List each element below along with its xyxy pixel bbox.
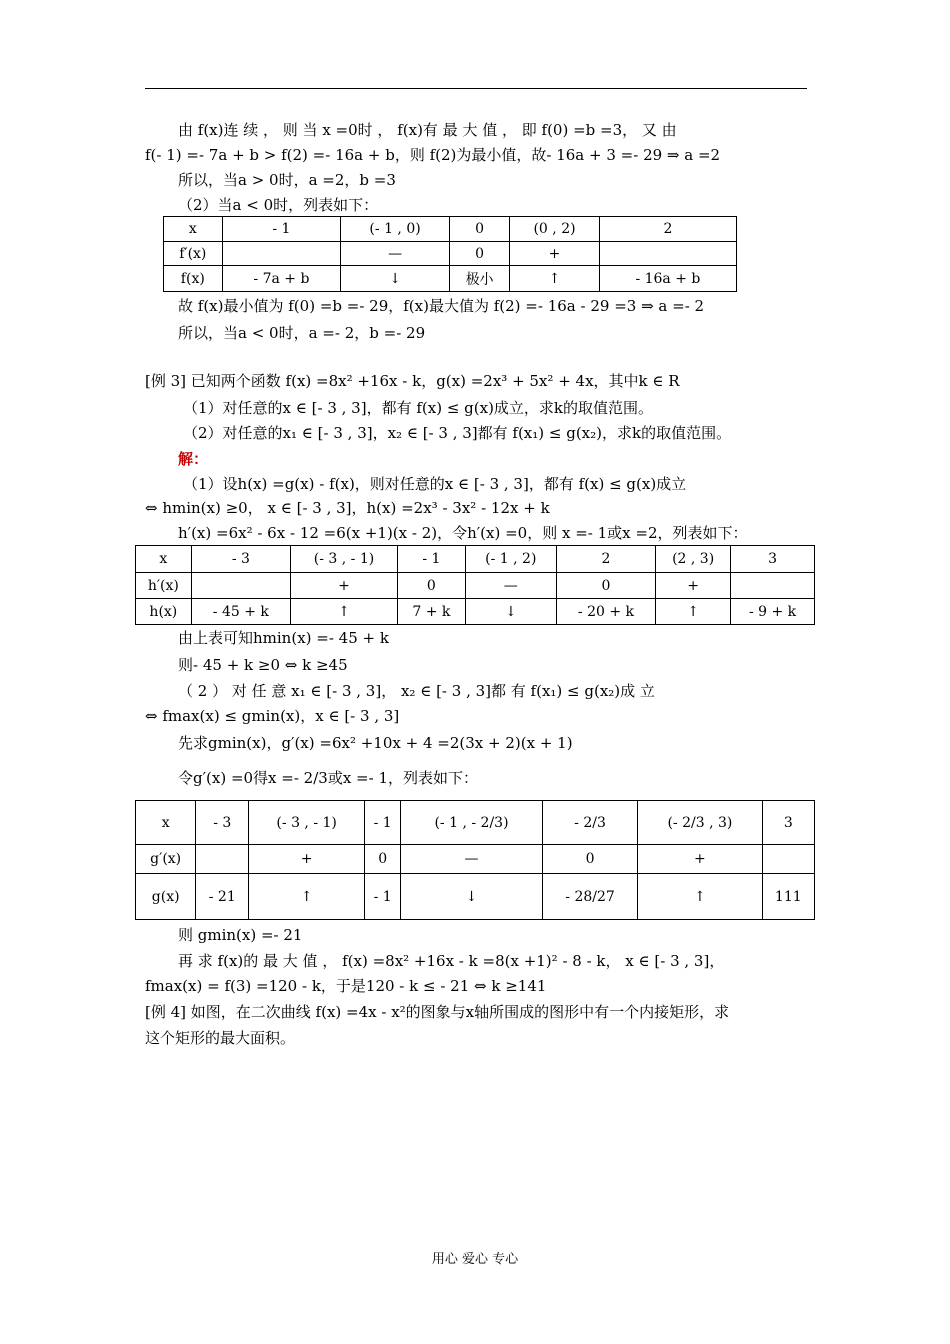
table-cell: - 45 + k <box>191 599 290 625</box>
text-line: 则- 45 + k ≥0 ⇔ k ≥45 <box>178 656 348 674</box>
text-line: （1）设h(x) =g(x) - f(x)，则对任意的x ∈ [- 3 , 3]，都有 f(x) ≤ g(x)成立 <box>183 475 687 493</box>
table-cell: + <box>656 573 731 599</box>
table-cell <box>191 573 290 599</box>
table-row <box>164 242 737 266</box>
table-cell: ↓ <box>341 266 450 292</box>
table-cell: 111 <box>762 874 814 920</box>
table-cell: 2 <box>599 217 736 242</box>
example-3-title: [例 3] 已知两个函数 f(x) =8x² +16x - k，g(x) =2x³ + 5x² + 4x，其中k ∈ R <box>145 372 680 390</box>
table-cell: (- 1 , 0) <box>341 217 450 242</box>
table-cell: 0 <box>365 845 401 874</box>
table-cell: x <box>136 546 192 573</box>
table-cell: - 1 <box>222 217 341 242</box>
table-row <box>136 546 815 573</box>
table-cell: — <box>465 573 556 599</box>
table-cell: (- 1 , - 2/3) <box>401 801 543 845</box>
table-cell: - 2/3 <box>542 801 637 845</box>
text-line: 由 f(x)连 续 ， 则 当 x =0时 ， f(x)有 最 大 值 ， 即 f(0) =b =3， 又 由 <box>178 121 677 139</box>
table-cell: f(x) <box>164 266 223 292</box>
table-cell: + <box>510 242 600 266</box>
table-cell: ↓ <box>465 599 556 625</box>
table-cell: 0 <box>542 845 637 874</box>
table-cell: ↑ <box>656 599 731 625</box>
table-cell: (- 2/3 , 3) <box>638 801 762 845</box>
table-cell: ↓ <box>401 874 543 920</box>
table-cell: h′(x) <box>136 573 192 599</box>
table-cell: ↑ <box>638 874 762 920</box>
text-line: （ 2 ） 对 任 意 x₁ ∈ [- 3 , 3]， x₂ ∈ [- 3 , 3]都 有 f(x₁) ≤ g(x₂)成 立 <box>178 682 655 700</box>
text-line: 再 求 f(x)的 最 大 值 ， f(x) =8x² +16x - k =8(x +1)² - 8 - k， x ∈ [- 3 , 3]， <box>178 952 725 970</box>
table-cell: x <box>136 801 196 845</box>
header-rule <box>145 88 807 89</box>
table-cell <box>731 573 815 599</box>
text-line: （2）对任意的x₁ ∈ [- 3 , 3]，x₂ ∈ [- 3 , 3]都有 f(x₁) ≤ g(x₂)，求k的取值范围。 <box>183 424 732 442</box>
table-cell: 0 <box>556 573 655 599</box>
table-cell <box>196 845 249 874</box>
table-g-values <box>135 800 815 920</box>
table-cell: x <box>164 217 223 242</box>
text-line: 故 f(x)最小值为 f(0) =b =- 29，f(x)最大值为 f(2) =- 16a - 29 =3 ⇒ a =- 2 <box>178 297 705 315</box>
text-line: 所以，当a > 0时，a =2，b =3 <box>178 171 396 189</box>
table-cell: - 28/27 <box>542 874 637 920</box>
table-row <box>136 845 815 874</box>
table-cell: f′(x) <box>164 242 223 266</box>
table-cell: g(x) <box>136 874 196 920</box>
text-line: 由上表可知hmin(x) =- 45 + k <box>178 629 389 647</box>
table-cell: + <box>249 845 365 874</box>
text-line: （2）当a < 0时，列表如下： <box>178 196 379 214</box>
text-line: 这个矩形的最大面积。 <box>145 1029 296 1047</box>
text-line: 先求gmin(x)，g′(x) =6x² +10x + 4 =2(3x + 2)(x + 1) <box>178 734 573 752</box>
table-row <box>164 217 737 242</box>
table-f-values <box>163 216 737 292</box>
table-cell: + <box>638 845 762 874</box>
text-line: f(- 1) =- 7a + b > f(2) =- 16a + b，则 f(2)为最小值，故- 16a + 3 =- 29 ⇒ a =2 <box>145 146 721 164</box>
table-row <box>136 801 815 845</box>
table-cell: - 1 <box>365 801 401 845</box>
table-cell: + <box>291 573 398 599</box>
table-cell: - 16a + b <box>599 266 736 292</box>
table-cell: (0 , 2) <box>510 217 600 242</box>
table-cell <box>762 845 814 874</box>
text-line: fmax(x) = f(3) =120 - k，于是120 - k ≤ - 21 ⇔ k ≥141 <box>145 977 547 995</box>
page-footer: 用心 爱心 专心 <box>431 1252 519 1267</box>
table-cell: ↑ <box>249 874 365 920</box>
text-line: （1）对任意的x ∈ [- 3 , 3]，都有 f(x) ≤ g(x)成立，求k的取值范围。 <box>183 399 654 417</box>
text-line: 所以，当a < 0时，a =- 2，b =- 29 <box>178 324 426 342</box>
table-cell <box>222 242 341 266</box>
table-cell: 0 <box>397 573 465 599</box>
table-row <box>136 573 815 599</box>
table-cell <box>599 242 736 266</box>
table-cell: g′(x) <box>136 845 196 874</box>
table-cell: 3 <box>731 546 815 573</box>
table-cell: (- 1 , 2) <box>465 546 556 573</box>
text-line: h′(x) =6x² - 6x - 12 =6(x +1)(x - 2)，令h′(x) =0，则 x =- 1或x =2，列表如下： <box>178 524 748 542</box>
table-cell: — <box>341 242 450 266</box>
text-line: 则 gmin(x) =- 21 <box>178 926 303 944</box>
table-cell: 0 <box>449 217 509 242</box>
table-cell: ↑ <box>510 266 600 292</box>
table-cell: ↑ <box>291 599 398 625</box>
solution-label: 解： <box>178 450 209 468</box>
table-cell: (- 3 , - 1) <box>291 546 398 573</box>
table-cell: (2 , 3) <box>656 546 731 573</box>
table-cell: 极小 <box>449 266 509 292</box>
table-cell: - 1 <box>397 546 465 573</box>
table-h-values <box>135 545 815 625</box>
table-cell: - 21 <box>196 874 249 920</box>
table-row <box>136 599 815 625</box>
text-line: ⇔ fmax(x) ≤ gmin(x)，x ∈ [- 3 , 3] <box>145 707 400 725</box>
table-row <box>164 266 737 292</box>
table-cell: - 9 + k <box>731 599 815 625</box>
table-cell: 2 <box>556 546 655 573</box>
text-line: ⇔ hmin(x) ≥0， x ∈ [- 3 , 3]，h(x) =2x³ - 3x² - 12x + k <box>145 499 550 517</box>
table-cell: - 20 + k <box>556 599 655 625</box>
table-cell: 7 + k <box>397 599 465 625</box>
table-cell: 3 <box>762 801 814 845</box>
table-cell: - 1 <box>365 874 401 920</box>
table-row <box>136 874 815 920</box>
table-cell: — <box>401 845 543 874</box>
table-cell: - 3 <box>191 546 290 573</box>
example-4-title: [例 4] 如图，在二次曲线 f(x) =4x - x²的图象与x轴所围成的图形中有一个内接矩形，求 <box>145 1003 730 1021</box>
table-cell: 0 <box>449 242 509 266</box>
text-line: 令g′(x) =0得x =- 2/3或x =- 1，列表如下： <box>178 769 479 787</box>
table-cell: h(x) <box>136 599 192 625</box>
table-cell: (- 3 , - 1) <box>249 801 365 845</box>
table-cell: - 3 <box>196 801 249 845</box>
table-cell: - 7a + b <box>222 266 341 292</box>
